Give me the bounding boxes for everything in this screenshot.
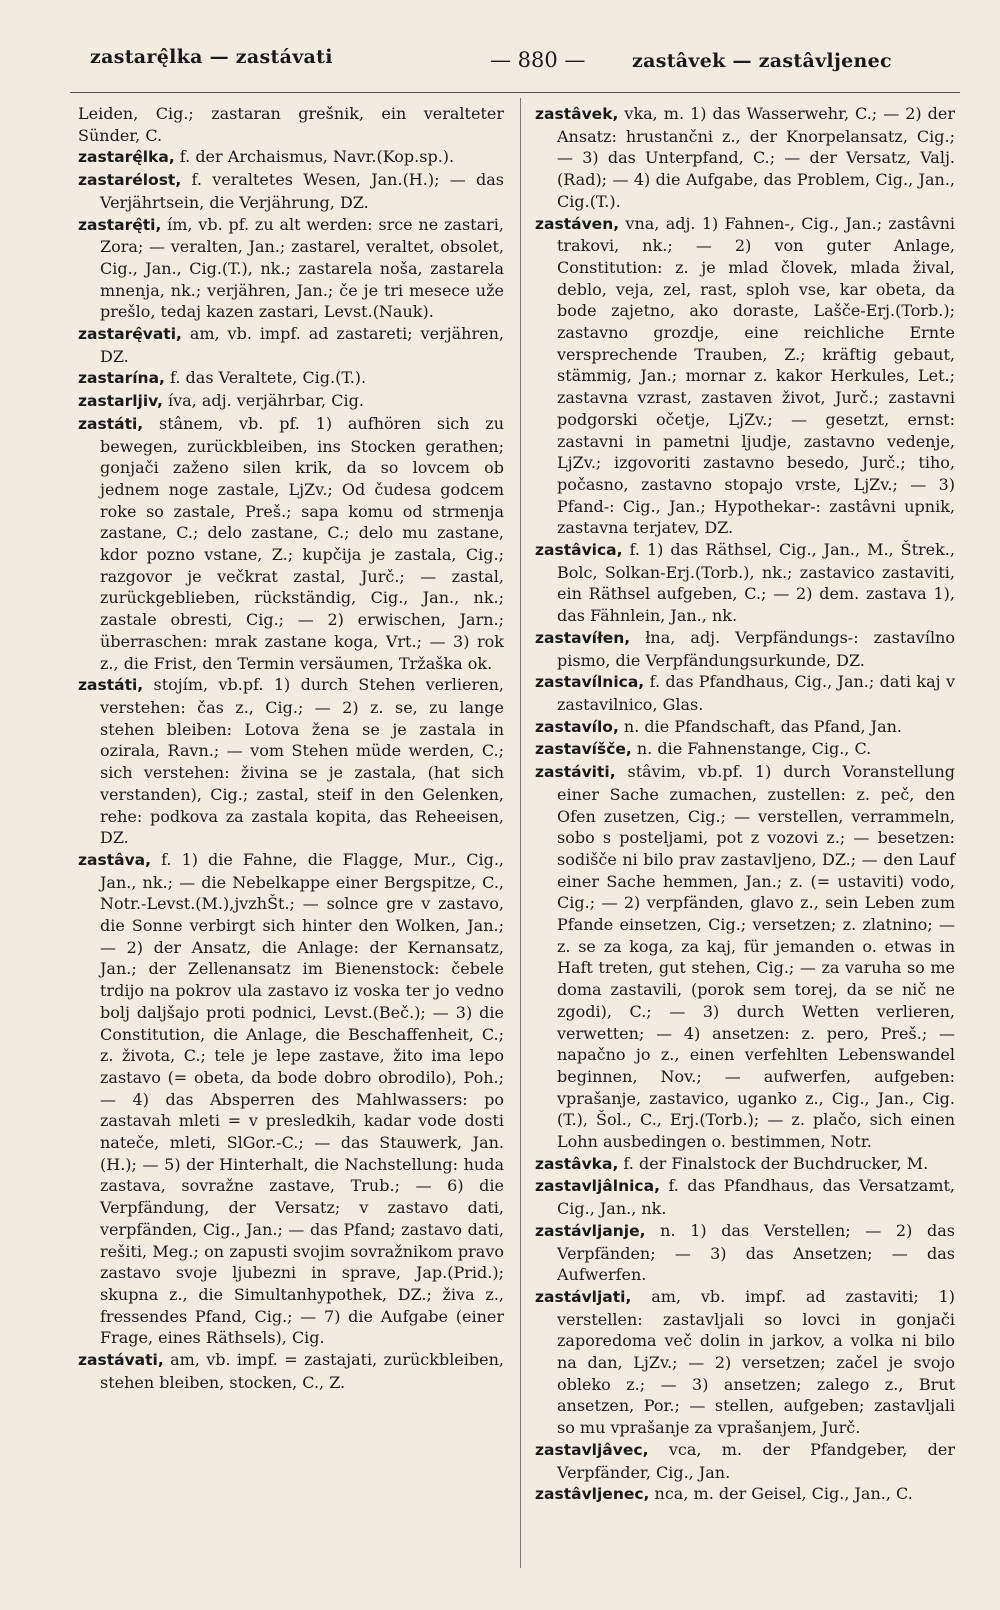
right-column (535, 103, 955, 1506)
dictionary-entry (535, 1483, 955, 1506)
entry-definition: f. der Archaismus, Navr.(Kop.sp.). (174, 147, 455, 167)
entry-headword: zastáti, (78, 414, 144, 433)
entry-definition: vka, m. 1) das Wasserwehr, C.; — 2) der Ansatz: hrustančni z., der Knorpelansatz, Cig.; — 3) das Unterpfand, C.; — der Versatz, Valj.(Rad); — 4) die Aufgabe, das Problem, Cig., Jan., Cig.(T.). (557, 104, 955, 211)
entry-definition: ím, vb. pf. zu alt werden: srce ne zastari, Zora; — veralten, Jan.; zastarel, veraltet, obsolet, Cig., Jan., Cig.(T.), nk.; zastarela noša, zastarela mnenja, nk.; verjähren, Jan.; če je tri mesece uže prešlo, tedaj kazen zastari, Levst.(Nauk). (100, 214, 504, 322)
left-column (78, 103, 504, 1393)
dictionary-entry (78, 390, 504, 413)
entry-headword: zastâvljenec, (535, 1485, 650, 1504)
dictionary-entry (78, 367, 504, 390)
entry-headword: zastarína, (78, 369, 165, 388)
header-rule (70, 92, 960, 93)
entry-definition: f. veraltetes Wesen, Jan.(H.); — das Verjährtsein, die Verjährung, DZ. (100, 170, 504, 212)
dictionary-entry (78, 146, 504, 169)
entry-definition: am, vb. impf. ad zastareti; verjähren, DZ. (100, 324, 504, 366)
dictionary-entry (535, 761, 955, 1153)
entry-headword: zastavíłen, (535, 628, 631, 647)
entry-definition: f. 1) das Räthsel, Cig., Jan., M., Štrek., Bolc, Solkan-Erj.(Torb.), nk.; zastavico zastaviti, ein Räthsel aufgeben, C.; — 2) dem. zastava 1), das Fähnlein, Jan., nk. (557, 540, 955, 626)
entry-definition: am, vb. impf. = zastajati, zurückbleiben, stehen bleiben, stocken, C., Z. (100, 1350, 504, 1392)
dictionary-entry (535, 1153, 955, 1176)
entry-headword: zastâva, (78, 850, 152, 869)
dictionary-entry (78, 1349, 504, 1393)
entry-headword: zastávljanje, (535, 1221, 646, 1240)
entry-definition: stâvim, vb.pf. 1) durch Voranstellung einer Sache zumachen, zustellen: z. peč, den Ofen zusetzen, Cig.; — verstellen, verrammeln, sobo s posteljami, pot z vozovi z.; — besetzen: sodišče ni bilo prav zastavljeno, DZ.; — den Lauf einer Sache hemmen, Jan.; z. (= ustaviti) vodo, Cig.; — 2) verpfänden, glavo z., sein Leben zum Pfande einsetzen, Cig.; versetzen; z. zlatnino; — z. se za koga, za kaj, für jemanden o. etwas in Haft treten, gut stehen, Cig.; — za varuha so me doma zastavili, (porok sem torej, da se nič ne zgodi), C.; — 3) durch Wetten verlieren, verwetten; — 4) ansetzen: z. pero, Preš.; — napačno jo z., einen verfehlten Lebenswandel beginnen, Nov.; — aufwerfen, aufgeben: vprašanje, zastavico, uganko z., Cig., Jan., Cig.(T.), Šol., C., Erj.(Torb.); — z. plačo, sich einen Lohn ausbedingen o. bestimmen, Notr. (557, 762, 955, 1152)
entry-headword: zastáti, (78, 676, 144, 695)
dictionary-entry (78, 674, 504, 849)
dictionary-entry (535, 627, 955, 671)
dictionary-entry (78, 214, 504, 324)
entry-headword: zastavljâlnica, (535, 1177, 660, 1196)
entry-definition: am, vb. impf. ad zastaviti; 1) verstellen: zastavljali so lovci in gonjači zaporedoma več dolin in jarkov, a volka ni bilo na dan, LjZv.; — 2) versetzen; začel je svojo obleko z.; — 3) ansetzen; zalego z., Brut ansetzen, Por.; — stellen, aufgeben; zastavljali so mu vprašanje za vprašanjem, Jurč. (557, 1286, 955, 1438)
entry-headword: zastarélost, (78, 171, 182, 190)
entry-headword: zastavílnica, (535, 673, 645, 692)
entry-headword: zastávljati, (535, 1287, 632, 1306)
dictionary-entry (535, 213, 955, 540)
dictionary-entry (78, 103, 504, 146)
entry-definition: Leiden, Cig.; zastaran grešnik, ein veralteter Sünder, C. (78, 104, 504, 145)
entry-headword: zastarę̂lka, (78, 148, 175, 167)
dictionary-entry (535, 1220, 955, 1286)
entry-definition: stânem, vb. pf. 1) aufhören sich zu bewegen, zurückbleiben, ins Stocken gerathen; gonjači zaženo silen krik, da so lovcem ob jednem noge zastale, LjZv.; Od čudesa godcem roke so zastale, Preš.; sapa komu od strmenja zastane, C.; delo zastane, C.; delo mu zastane, kdor pozno vstane, Z.; kupčija je zastala, Cig.; razgovor je večkrat zastal, Jurč.; — zastal, zurückgeblieben, rückständig, Cig., Jan., nk.; zastale obresti, Cig.; — 2) erwischen, Jarn.; überraschen: mrak zastane koga, Vrt.; — 3) rok z., die Frist, den Termin versäumen, Tržaška ok. (100, 413, 504, 673)
dictionary-entry (535, 1439, 955, 1483)
entry-definition: stojím, vb.pf. 1) durch Stehen verlieren, verstehen: čas z., Cig.; — 2) z. se, zu lange stehen bleiben: Lotova žena se je zastala in ozirala, Ravn.; — vom Stehen müde werden, C.; sich verstehen: živina se je zastala, (hat sich verstanden), Cig.; zastal, steif in den Gelenken, rehe: podkova za zastala kopita, das Reheeisen, DZ. (100, 675, 504, 848)
dictionary-entry (535, 539, 955, 627)
entry-definition: vna, adj. 1) Fahnen-, Cig., Jan.; zastâvni trakovi, nk.; — 2) von guter Anlage, Constitution: z. je mlad človek, mlada žival, deblo, veja, zel, rast, sploh vse, kar obeta, da bode zajetno, ako doraste, Lašče-Erj.(Torb.); zastavno grozdje, eine reichliche Ernte versprechende Trauben, Z.; kräftig gebaut, stämmig, Jan.; mornar z. kakor Herkules, Let.; zastavna vzrast, zastaven život, Jurč.; zastavni podgorski očetje, LjZv.; — gesetzt, ernst: zastavni in pametni ljudje, zastavno vedenje, LjZv.; izgovoriti zastavno besedo, Jurč.; tiho, počasno, zastavno stopajo vrste, LjZv.; — 3) Pfand-: Cig., Jan.; Hypothekar-: zastâvni upnik, zastavna terjatev, DZ. (557, 213, 955, 538)
entry-headword: zastáviti, (535, 763, 616, 782)
entry-definition: f. das Veraltete, Cig.(T.). (164, 368, 367, 388)
entry-definition: n. die Fahnenstange, Cig., C. (631, 739, 872, 759)
entry-headword: zastarljiv, (78, 392, 163, 411)
entry-definition: f. das Pfandhaus, das Versatzamt, Cig., Jan., nk. (557, 1176, 955, 1219)
entry-headword: zastâvek, (535, 105, 619, 123)
entry-headword: zastâvka, (535, 1154, 619, 1173)
header-right-guide-words: zastâvek — zastâvljenec (632, 50, 892, 72)
dictionary-entry (535, 716, 955, 739)
dictionary-entry (535, 738, 955, 761)
entry-headword: zastâvica, (535, 541, 623, 560)
entry-headword: zastavíšče, (535, 740, 632, 759)
entry-definition: f. der Finalstock der Buchdrucker, M. (618, 1153, 929, 1173)
entry-definition: f. das Pfandhaus, Cig., Jan.; dati kaj v zastavilnico, Glas. (557, 672, 955, 714)
dictionary-entry (535, 103, 955, 213)
dictionary-entry (78, 323, 504, 367)
dictionary-entry (78, 849, 504, 1349)
entry-headword: zastávati, (78, 1351, 164, 1370)
column-divider (520, 98, 521, 1568)
page-number: — 880 — (490, 48, 586, 72)
entry-definition: n. 1) das Verstellen; — 2) das Verpfänden; — 3) das Ansetzen; — das Aufwerfen. (557, 1220, 955, 1285)
entry-definition: łna, adj. Verpfändungs-: zastavílno pismo, die Verpfändungsurkunde, DZ. (557, 627, 955, 670)
header-left-guide-words: zastarę̂lka — zastávati (90, 46, 333, 68)
dictionary-entry (78, 169, 504, 213)
entry-definition: nca, m. der Geisel, Cig., Jan., C. (649, 1484, 913, 1504)
entry-headword: zastáven, (535, 214, 620, 233)
dictionary-entry (535, 671, 955, 715)
dictionary-entry (535, 1175, 955, 1219)
entry-definition: vca, m. der Pfandgeber, der Verpfänder, Cig., Jan. (557, 1439, 955, 1482)
entry-headword: zastavljâvec, (535, 1440, 649, 1459)
entry-definition: n. die Pfandschaft, das Pfand, Jan. (618, 716, 902, 736)
entry-headword: zastavílo, (535, 717, 619, 736)
dictionary-entry (535, 1286, 955, 1439)
dictionary-entry (78, 413, 504, 674)
entry-definition: f. 1) die Fahne, die Flagge, Mur., Cig., Jan., nk.; — die Nebelkappe einer Bergspitze, C., Notr.-Levst.(M.),jvzhŠt.; — solnce gre v zastavo, die Sonne verbirgt sich hinter den Wolken, Jan.; — 2) der Ansatz, die Anlage: der Kernansatz, Jan.; der Zellenansatz im Bienenstock: čebele trdijo na pokrov ula zastavo iz voska ter jo vedno bolj daljšajo proti podnici, Levst.(Beč.); — 3) die Constitution, die Anlage, die Beschaffenheit, C.; z. života, C.; tele je lepe zastave, žito ima lepo zastavo (= obeta, da bode dobro obrodilo), Poh.; — 4) das Absperren des Mahlwassers: po zastavah mleti = v presledkih, kadar vode dosti nateče, mleti, SlGor.-C.; — das Stauwerk, Jan.(H.); — 5) der Hinterhalt, die Nachstellung: huda zastava, sovražne zastave, Trub.; — 6) die Verpfändung, der Versatz; v zastavo dati, verpfänden, Cig., Jan.; — das Pfand; zastavo dati, rešiti, Meg.; on zapusti svojim sovražnikom pravo zastavo svoje ljubezni in sprave, Jap.(Prid.); skupna z., die Simultanhypothek, DZ.; živa z., fressendes Pfand, Cig.; — 7) die Aufgabe (einer Frage, eines Räthsels), Cig. (100, 849, 504, 1348)
page-header (0, 46, 1000, 86)
entry-definition: íva, adj. verjährbar, Cig. (162, 391, 364, 411)
entry-headword: zastarę̂ti, (78, 215, 162, 234)
entry-headword: zastarę̂vati, (78, 325, 182, 344)
